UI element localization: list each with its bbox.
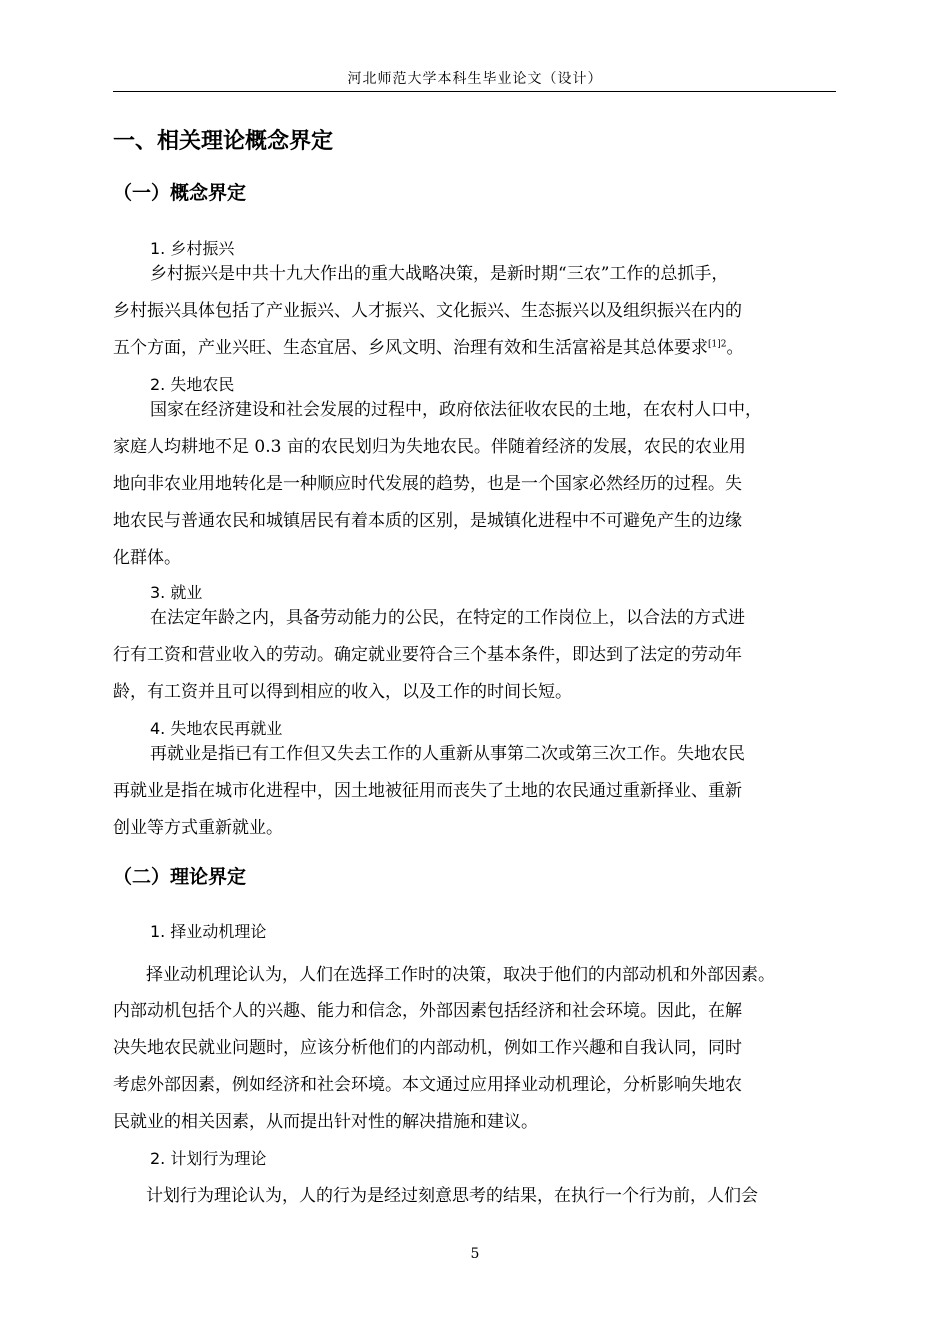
paragraph-line: 家庭人均耕地不足 0.3 亩的农民划归为失地农民。伴随着经济的发展，农民的农业用 [113, 437, 746, 457]
section-heading-concepts: （一）概念界定 [113, 182, 247, 204]
subsection-heading-rural-revitalization: 1. 乡村振兴 [150, 239, 235, 258]
page-number: 5 [470, 1246, 480, 1262]
paragraph-text: 。 [726, 338, 744, 358]
paragraph-line: 化群体。 [113, 548, 181, 568]
paragraph-line: 乡村振兴是中共十九大作出的重大战略决策，是新时期“三农”工作的总抓手， [150, 264, 729, 284]
subsection-heading-employment: 3. 就业 [150, 583, 203, 602]
subsection-heading-landless-farmers: 2. 失地农民 [150, 375, 235, 394]
subsection-heading-planned-behavior: 2. 计划行为理论 [150, 1149, 267, 1168]
header-rule [113, 91, 836, 92]
page-header: 河北师范大学本科生毕业论文（设计） [347, 71, 603, 87]
paragraph-line: 内部动机包括个人的兴趣、能力和信念，外部因素包括经济和社会环境。因此，在解 [113, 1001, 742, 1021]
subsection-heading-reemployment: 4. 失地农民再就业 [150, 719, 283, 738]
paragraph-text: 五个方面，产业兴旺、生态宜居、乡风文明、治理有效和生活富裕是其总体要求 [113, 338, 708, 358]
paragraph-line [113, 333, 743, 358]
paragraph-line: 考虑外部因素，例如经济和社会环境。本文通过应用择业动机理论，分析影响失地农 [113, 1075, 742, 1095]
citation-superscript: [1]2 [708, 339, 727, 350]
subsection-heading-career-motivation: 1. 择业动机理论 [150, 922, 267, 941]
paragraph-line: 行有工资和营业收入的劳动。确定就业要符合三个基本条件，即达到了法定的劳动年 [113, 645, 742, 665]
paragraph-line: 在法定年龄之内，具备劳动能力的公民，在特定的工作岗位上，以合法的方式进 [150, 608, 745, 628]
paragraph-line: 国家在经济建设和社会发展的过程中，政府依法征收农民的土地，在农村人口中， [150, 400, 762, 420]
chapter-heading: 一、相关理论概念界定 [113, 129, 334, 154]
paragraph-line: 再就业是指已有工作但又失去工作的人重新从事第二次或第三次工作。失地农民 [150, 744, 745, 764]
paragraph-line: 创业等方式重新就业。 [113, 818, 283, 838]
section-heading-theories: （二）理论界定 [113, 866, 247, 888]
paragraph-line: 择业动机理论认为，人们在选择工作时的决策，取决于他们的内部动机和外部因素。 [146, 965, 775, 985]
paragraph-line: 地农民与普通农民和城镇居民有着本质的区别，是城镇化进程中不可避免产生的边缘 [113, 511, 742, 531]
paragraph-line: 决失地农民就业问题时，应该分析他们的内部动机，例如工作兴趣和自我认同，同时 [113, 1038, 742, 1058]
paragraph-line: 民就业的相关因素，从而提出针对性的解决措施和建议。 [113, 1112, 538, 1132]
paragraph-line: 龄，有工资并且可以得到相应的收入，以及工作的时间长短。 [113, 682, 572, 702]
paragraph-line: 地向非农业用地转化是一种顺应时代发展的趋势，也是一个国家必然经历的过程。失 [113, 474, 742, 494]
paragraph-line: 再就业是指在城市化进程中，因土地被征用而丧失了土地的农民通过重新择业、重新 [113, 781, 742, 801]
paragraph-line: 计划行为理论认为，人的行为是经过刻意思考的结果，在执行一个行为前，人们会 [146, 1186, 758, 1206]
paragraph-line: 乡村振兴具体包括了产业振兴、人才振兴、文化振兴、生态振兴以及组织振兴在内的 [113, 301, 742, 321]
